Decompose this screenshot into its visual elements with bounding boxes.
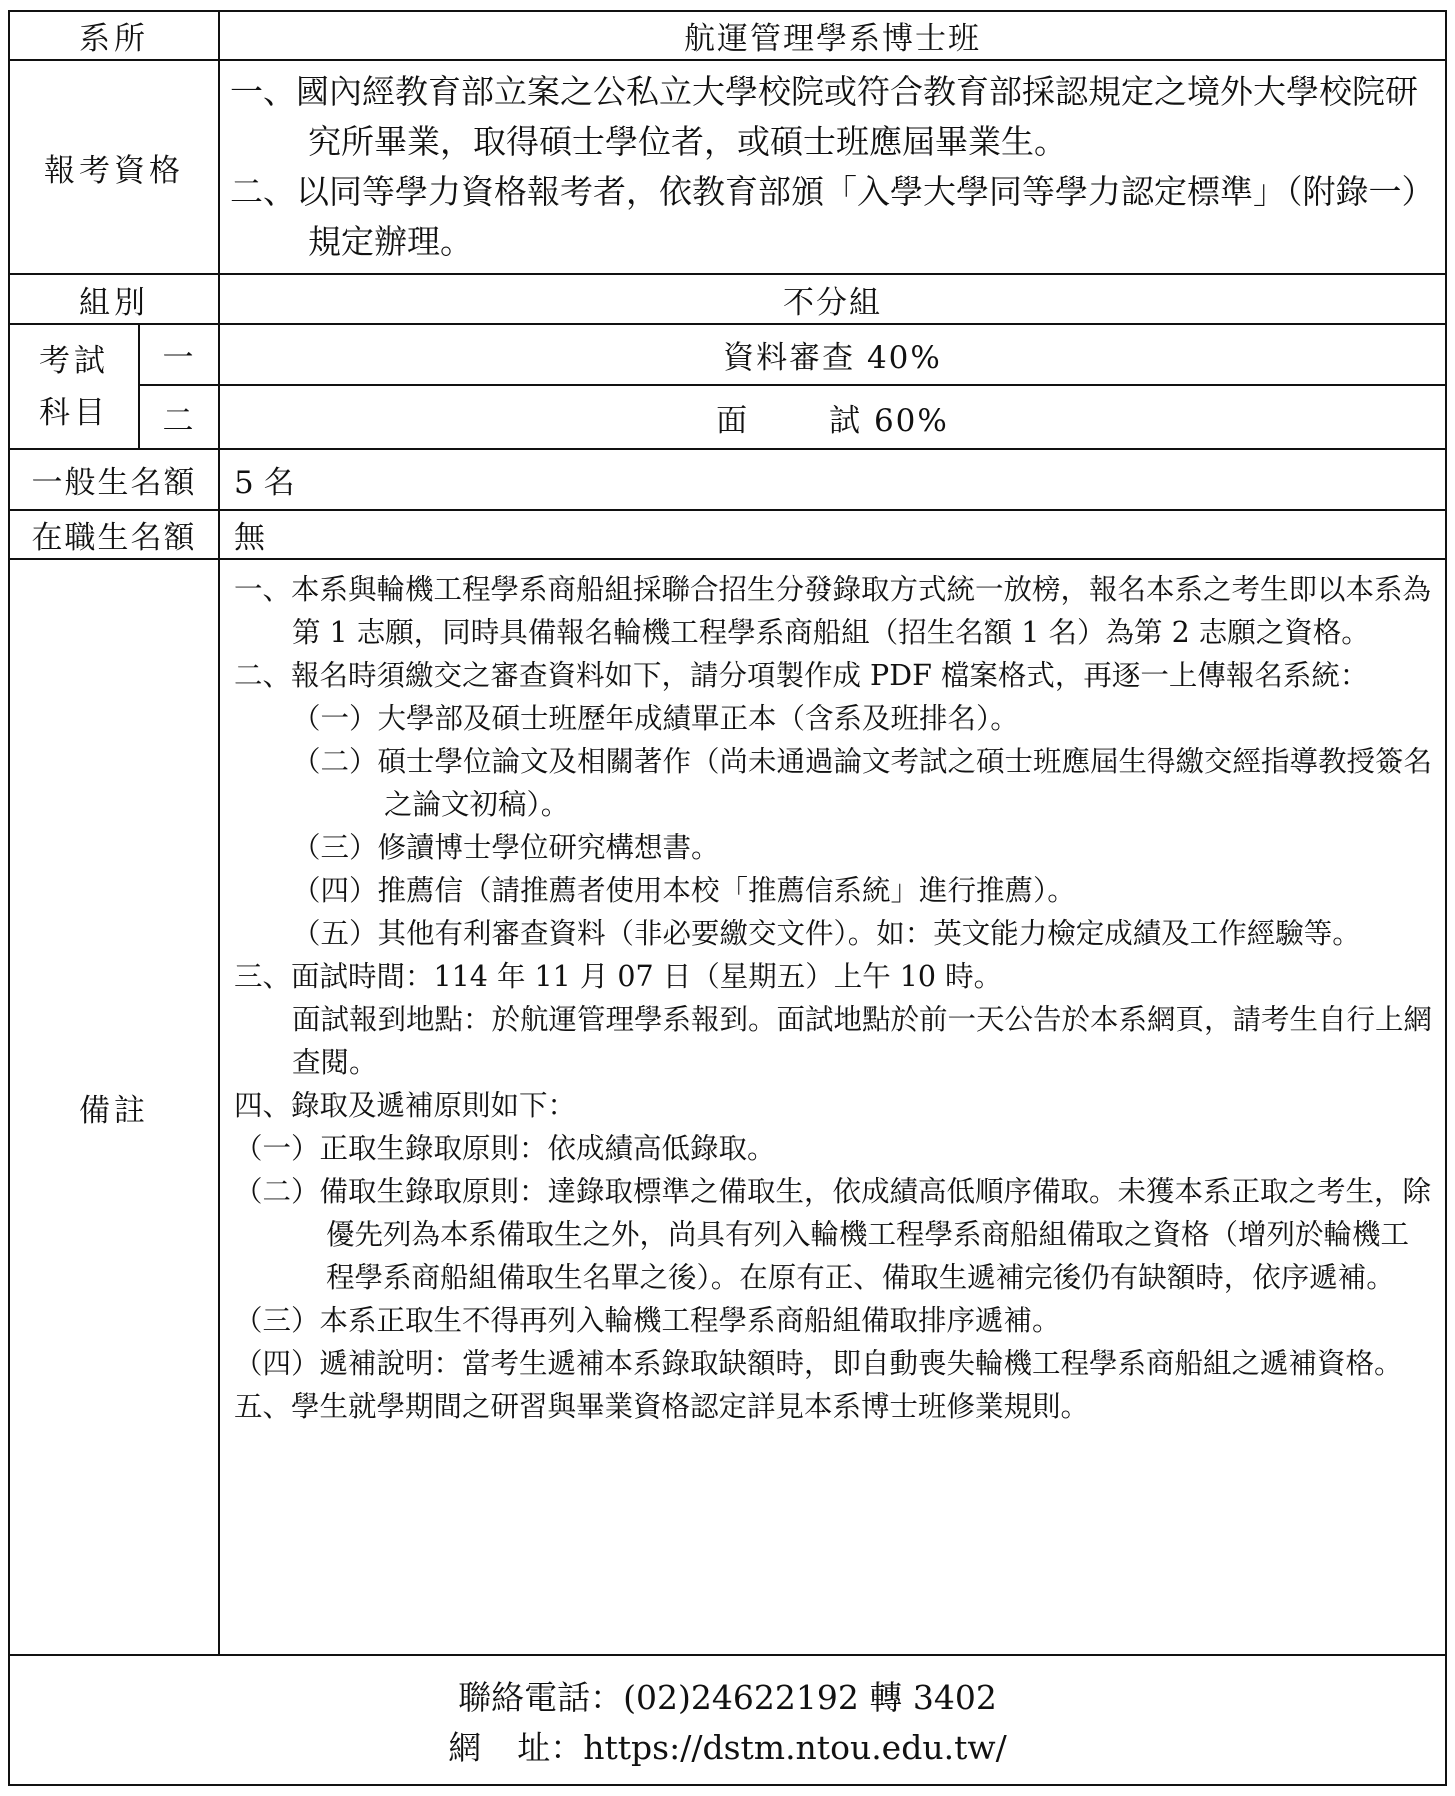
quota-employed-label: 在職生名額: [9, 510, 219, 559]
qualification-label: 報考資格: [9, 60, 219, 274]
dept-label: 系所: [9, 11, 219, 60]
note-2-item: （二）碩士學位論文及相關著作（尚未通過論文考試之碩士班應屆生得繳交經指導教授簽名之論文初稿）。: [292, 745, 1433, 821]
note-2: 二、報名時須繳交之審查資料如下，請分項製作成 PDF 檔案格式，再逐一上傳報名系統：: [234, 659, 1369, 692]
notes-label: 備註: [9, 559, 219, 1655]
exam-subject-name: 資料審查 40%: [219, 324, 1446, 385]
exam-subject-name-a: 面: [716, 402, 750, 439]
note-2-item: （三）修讀博士學位研究構想書。: [292, 831, 720, 864]
qualification-item: 二、以同等學力資格報考者，依教育部頒「入學大學同等學力認定標準」（附錄一）規定辦理。: [230, 172, 1435, 261]
note-2-item: （五）其他有利審查資料（非必要繳交文件）。如：英文能力檢定成績及工作經驗等。: [292, 917, 1361, 950]
admission-table: [8, 10, 1447, 1786]
exam-label-line2: 科目: [39, 394, 109, 431]
exam-subject-name-b: 試 60%: [829, 402, 949, 439]
contact-web-label-a: 網: [448, 1728, 482, 1767]
quota-general-value: 5 名: [219, 449, 1446, 510]
note-2-item: （一）大學部及碩士班歷年成績單正本（含系及班排名）。: [292, 702, 1019, 735]
contact-website: [10, 1723, 1445, 1773]
dept-value: 航運管理學系博士班: [219, 11, 1446, 60]
contact-web-label-b: 址：https://dstm.ntou.edu.tw/: [517, 1728, 1007, 1767]
exam-label-line1: 考試: [39, 342, 109, 379]
group-value: 不分組: [219, 274, 1446, 324]
exam-subject-label: [9, 324, 139, 449]
note-4-item: （一）正取生錄取原則：依成績高低錄取。: [234, 1132, 776, 1165]
note-4-item: （二）備取生錄取原則：達錄取標準之備取生，依成績高低順序備取。未獲本系正取之考生，除優先列為本系備取生之外，尚具有列入輪機工程學系商船組備取之資格（增列於輪機工程學系商船組備取生名單之後）。在原有正、備取生遞補完後仍有缺額時，依序遞補。: [234, 1175, 1432, 1294]
exam-subject-no: 二: [139, 385, 219, 449]
note-3-detail: 面試報到地點：於航運管理學系報到。面試地點於前一天公告於本系網頁，請考生自行上網查閱。: [292, 1003, 1433, 1079]
contact-info: [9, 1655, 1446, 1785]
note-3: 三、面試時間：114 年 11 月 07 日（星期五）上午 10 時。: [234, 960, 1003, 993]
notes-content: [219, 559, 1446, 1655]
quota-employed-value: 無: [219, 510, 1446, 559]
quota-general-label: 一般生名額: [9, 449, 219, 510]
group-label: 組別: [9, 274, 219, 324]
note-5: 五、學生就學期間之研習與畢業資格認定詳見本系博士班修業規則。: [234, 1390, 1090, 1423]
qualification-item: 一、國內經教育部立案之公私立大學校院或符合教育部採認規定之境外大學校院研究所畢業，取得碩士學位者，或碩士班應屆畢業生。: [230, 72, 1418, 161]
note-2-item: （四）推薦信（請推薦者使用本校「推薦信系統」進行推薦）。: [292, 874, 1076, 907]
note-4: 四、錄取及遞補原則如下：: [234, 1089, 577, 1122]
qualification-content: [219, 60, 1446, 274]
note-1: 一、本系與輪機工程學系商船組採聯合招生分發錄取方式統一放榜，報名本系之考生即以本系為第 1 志願，同時具備報名輪機工程學系商船組（招生名額 1 名）為第 2 志願之資格。: [234, 573, 1432, 649]
contact-phone: 聯絡電話：(02)24622192 轉 3402: [458, 1678, 997, 1717]
exam-subject-name: [219, 385, 1446, 449]
note-4-item: （三）本系正取生不得再列入輪機工程學系商船組備取排序遞補。: [234, 1304, 1061, 1337]
note-4-item: （四）遞補說明：當考生遞補本系錄取缺額時，即自動喪失輪機工程學系商船組之遞補資格。: [234, 1347, 1403, 1380]
exam-subject-no: 一: [139, 324, 219, 385]
